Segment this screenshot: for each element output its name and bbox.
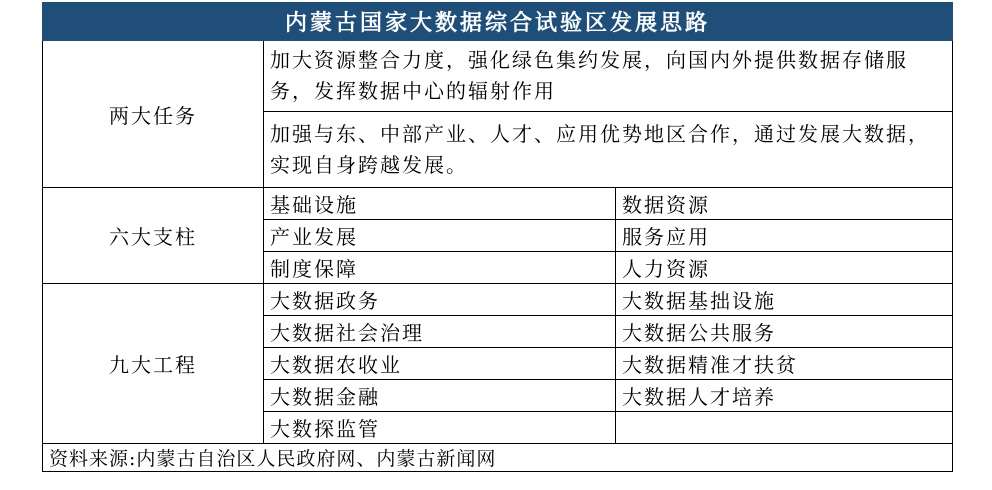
project-item: 大数据政务 xyxy=(264,284,616,316)
project-item: 大数据精准才扶贫 xyxy=(616,348,953,380)
source-note: 资料来源:内蒙古自治区人民政府网、内蒙古新闻网 xyxy=(43,444,953,472)
project-item: 大数探监管 xyxy=(264,412,616,444)
project-item: 大数据公共服务 xyxy=(616,316,953,348)
project-item: 大数据金融 xyxy=(264,380,616,412)
support-item: 制度保障 xyxy=(264,252,616,284)
strategy-table xyxy=(42,2,953,472)
table-title: 内蒙古国家大数据综合试验区发展思路 xyxy=(43,3,953,41)
support-item: 人力资源 xyxy=(616,252,953,284)
category-projects: 九大工程 xyxy=(43,284,264,444)
strategy-table-frame xyxy=(42,2,952,485)
project-item: 大数据社会治理 xyxy=(264,316,616,348)
task-item: 加强与东、中部产业、人才、应用优势地区合作，通过发展大数据，实现自身跨越发展。 xyxy=(264,112,953,188)
task-item: 加大资源整合力度，强化绿色集约发展，向国内外提供数据存储服务，发挥数据中心的辐射作用 xyxy=(264,41,953,112)
support-item: 产业发展 xyxy=(264,220,616,252)
support-item: 基础设施 xyxy=(264,188,616,220)
support-item: 服务应用 xyxy=(616,220,953,252)
category-tasks: 两大任务 xyxy=(43,41,264,188)
project-item-empty xyxy=(616,412,953,444)
category-supports: 六大支柱 xyxy=(43,188,264,284)
support-item: 数据资源 xyxy=(616,188,953,220)
project-item: 大数据人才培养 xyxy=(616,380,953,412)
project-item: 大数据基拙设施 xyxy=(616,284,953,316)
project-item: 大数据农收业 xyxy=(264,348,616,380)
